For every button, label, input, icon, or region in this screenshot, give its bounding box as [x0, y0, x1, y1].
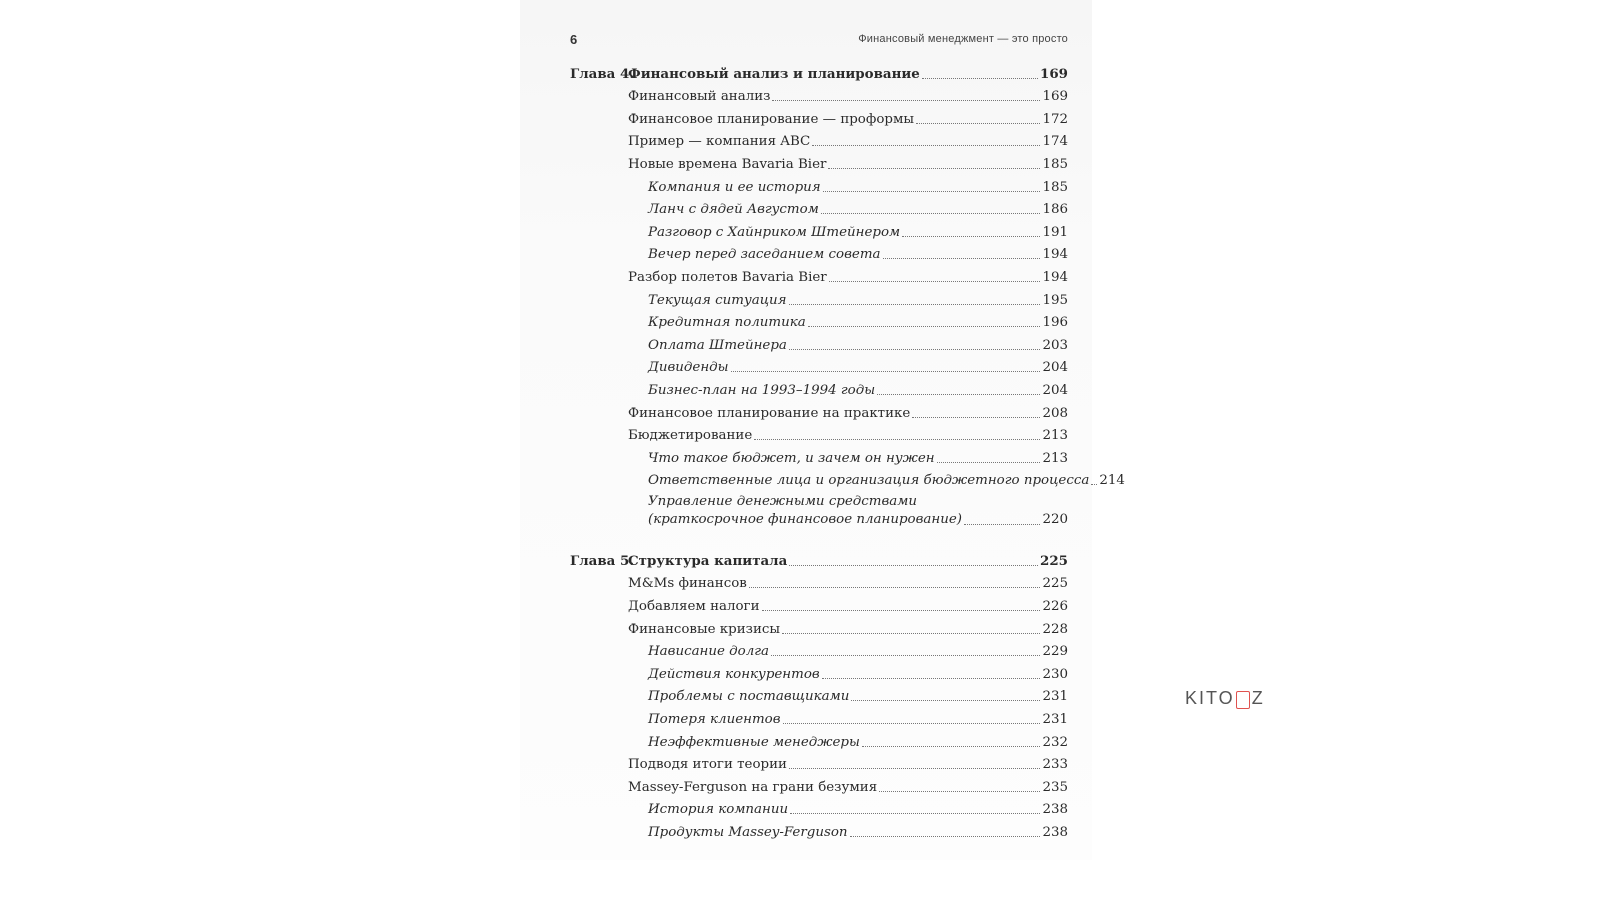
dot-leader [823, 191, 1041, 192]
entry-title: Действия конкурентов [648, 666, 820, 682]
entry-title-line-2: (краткосрочное финансовое планирование) [648, 512, 962, 528]
entry-title: Финансовое планирование — проформы [628, 111, 915, 127]
dot-leader [754, 439, 1040, 440]
entry-page-number: 231 [1042, 712, 1068, 728]
entry-page-number: 226 [1042, 599, 1068, 615]
toc-section-entry [570, 399, 1068, 422]
toc-subsection-entry [570, 286, 1068, 309]
entry-page-number: 174 [1042, 134, 1068, 150]
entry-page-number: 229 [1042, 644, 1068, 660]
toc-subsection-entry [570, 728, 1068, 751]
toc-subsection-entry [570, 173, 1068, 196]
dot-leader [883, 258, 1041, 259]
entry-title: Нависание долга [648, 644, 770, 660]
site-watermark [1185, 688, 1265, 709]
entry-page-number: 185 [1042, 156, 1068, 172]
entry-page-number: 169 [1042, 89, 1068, 105]
chapter-heading [570, 547, 1068, 570]
entry-page-number: 220 [1042, 512, 1068, 528]
entry-title: Проблемы с поставщиками [648, 689, 850, 705]
chapter-4-section [570, 60, 1125, 529]
watermark-logo-icon [1236, 691, 1250, 709]
toc-section-entry [570, 570, 1068, 593]
toc-section-entry [570, 422, 1068, 445]
dot-leader [772, 100, 1040, 101]
entry-page-number: 169 [1040, 65, 1068, 82]
toc-section-entry [570, 592, 1068, 615]
entry-page-number: 186 [1042, 202, 1068, 218]
chapter-number: Глава 4. [570, 65, 634, 82]
dot-leader [812, 145, 1040, 146]
entry-page-number: 191 [1042, 224, 1068, 240]
toc-subsection-entry [570, 818, 1068, 841]
dot-leader [1091, 484, 1097, 485]
entry-title: Продукты Massey-Ferguson [648, 825, 848, 840]
toc-subsection-entry [570, 467, 1125, 490]
toc-subsection-entry [570, 705, 1068, 728]
dot-leader [912, 417, 1040, 418]
entry-title: Финансовый анализ и планирование [628, 65, 920, 82]
dot-leader [789, 768, 1040, 769]
toc-section-entry [570, 128, 1068, 151]
dot-leader [731, 371, 1041, 372]
entry-title: Текущая ситуация [648, 292, 787, 308]
entry-page-number: 214 [1099, 473, 1125, 489]
book-page [520, 0, 1125, 860]
entry-title: Финансовое планирование на практике [628, 405, 911, 421]
entry-title: Бизнес-план на 1993–1994 годы [648, 382, 876, 398]
toc-section-entry [570, 83, 1068, 106]
dot-leader [877, 394, 1040, 395]
entry-title: Бюджетирование [628, 428, 753, 444]
dot-leader [789, 565, 1038, 566]
entry-title: Ланч с дядей Августом [648, 202, 819, 218]
entry-page-number: 238 [1042, 825, 1068, 840]
entry-page-number: 225 [1040, 552, 1068, 569]
toc-section-entry [570, 105, 1068, 128]
entry-title-line-1: Управление денежными средствами [648, 494, 917, 510]
dot-leader [789, 349, 1041, 350]
dot-leader [822, 678, 1041, 679]
entry-page-number: 204 [1042, 360, 1068, 376]
entry-page-number: 238 [1042, 802, 1068, 818]
toc-section-entry [570, 773, 1068, 796]
toc-section-entry [570, 615, 1068, 638]
entry-title: Структура капитала [628, 552, 788, 569]
entry-title: Финансовые кризисы [628, 621, 781, 637]
entry-page-number: 230 [1042, 666, 1068, 682]
watermark-suffix: Z [1251, 688, 1265, 708]
dot-leader [821, 213, 1041, 214]
entry-page-number: 235 [1042, 779, 1068, 795]
watermark-prefix: KITO [1185, 688, 1235, 708]
dot-leader [828, 168, 1040, 169]
entry-title: Что такое бюджет, и зачем он нужен [648, 450, 935, 466]
toc-section-entry [570, 263, 1068, 286]
entry-title: Пример — компания ABC [628, 134, 811, 150]
entry-title: Ответственные лица и организация бюджетного процесса [648, 473, 1090, 489]
entry-page-number: 195 [1042, 292, 1068, 308]
entry-title: Компания и ее история [648, 179, 821, 195]
chapter-number: Глава 5. [570, 552, 634, 569]
toc-subsection-entry-multiline [570, 489, 1068, 529]
entry-title: История компании [648, 802, 789, 818]
dot-leader [782, 633, 1040, 634]
entry-title: Подводя итоги теории [628, 757, 787, 773]
toc-subsection-entry [570, 331, 1068, 354]
dot-leader [879, 791, 1040, 792]
toc-subsection-entry [570, 660, 1068, 683]
dot-leader [862, 746, 1041, 747]
toc-subsection-entry [570, 218, 1068, 241]
entry-page-number: 194 [1042, 247, 1068, 263]
toc-subsection-entry [570, 444, 1068, 467]
chapter-heading [570, 60, 1068, 83]
dot-leader [808, 326, 1041, 327]
toc-subsection-entry [570, 354, 1068, 377]
toc-section-entry [570, 150, 1068, 173]
running-head: Финансовый менеджмент — это просто [858, 33, 1068, 45]
toc-subsection-entry [570, 638, 1068, 661]
entry-title: Кредитная политика [648, 315, 806, 331]
entry-page-number: 213 [1042, 450, 1068, 466]
dot-leader [851, 700, 1040, 701]
dot-leader [850, 836, 1041, 837]
dot-leader [902, 236, 1040, 237]
dot-leader [789, 304, 1041, 305]
entry-page-number: 185 [1042, 179, 1068, 195]
entry-page-number: 233 [1042, 757, 1068, 773]
dot-leader [783, 723, 1041, 724]
toc-subsection-entry [570, 796, 1068, 819]
entry-title: Дивиденды [648, 360, 729, 376]
entry-title: Новые времена Bavaria Bier [628, 156, 827, 172]
entry-page-number: 194 [1042, 269, 1068, 285]
table-of-contents [570, 60, 1125, 841]
entry-page-number: 228 [1042, 621, 1068, 637]
entry-title: Massey-Ferguson на грани безумия [628, 779, 878, 795]
toc-section-entry [570, 751, 1068, 774]
entry-title: Финансовый анализ [628, 89, 771, 105]
entry-page-number: 196 [1042, 315, 1068, 331]
entry-page-number: 204 [1042, 382, 1068, 398]
dot-leader [916, 123, 1040, 124]
entry-title: M&Ms финансов [628, 576, 747, 592]
entry-page-number: 203 [1042, 337, 1068, 353]
entry-title: Разбор полетов Bavaria Bier [628, 269, 827, 285]
entry-page-number: 225 [1042, 576, 1068, 592]
entry-page-number: 231 [1042, 689, 1068, 705]
toc-subsection-entry [570, 196, 1068, 219]
entry-page-number: 213 [1042, 428, 1068, 444]
page-number: 6 [570, 32, 578, 47]
entry-title: Оплата Штейнера [648, 337, 787, 353]
toc-subsection-entry [570, 376, 1068, 399]
entry-page-number: 232 [1042, 734, 1068, 750]
dot-leader [937, 462, 1041, 463]
dot-leader [964, 524, 1040, 525]
entry-title: Разговор с Хайнриком Штейнером [648, 224, 901, 240]
entry-title: Неэффективные менеджеры [648, 734, 860, 750]
dot-leader [790, 813, 1040, 814]
toc-subsection-entry [570, 241, 1068, 264]
entry-page-number: 172 [1042, 111, 1068, 127]
dot-leader [771, 655, 1040, 656]
chapter-5-section [570, 547, 1068, 841]
toc-subsection-entry [570, 309, 1068, 332]
dot-leader [749, 587, 1041, 588]
dot-leader [829, 281, 1041, 282]
entry-title: Потеря клиентов [648, 712, 781, 728]
toc-subsection-entry [570, 683, 1068, 706]
entry-title: Добавляем налоги [628, 599, 760, 615]
entry-title: Вечер перед заседанием совета [648, 247, 881, 263]
entry-page-number: 208 [1042, 405, 1068, 421]
dot-leader [922, 78, 1038, 79]
dot-leader [762, 610, 1041, 611]
